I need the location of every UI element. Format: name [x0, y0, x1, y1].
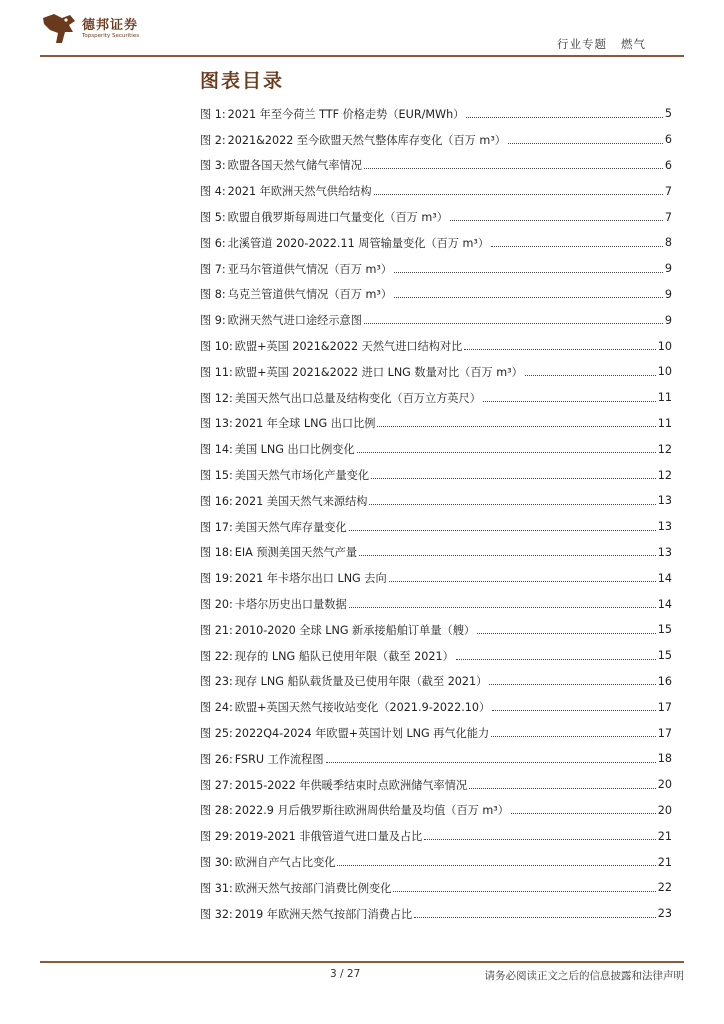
toc-entry[interactable] [200, 178, 672, 204]
toc-leader-dots [349, 519, 656, 531]
toc-leader-dots [464, 338, 655, 350]
toc-page-number: 22 [657, 881, 672, 895]
toc-leader-dots [369, 493, 655, 505]
toc-page-number: 6 [664, 133, 672, 147]
toc-leader-dots [469, 777, 656, 789]
toc-entry[interactable] [200, 720, 672, 746]
toc-figure-title: 2015-2022 年供暖季结束时点欧洲储气率情况 [234, 778, 468, 792]
toc-leader-dots [492, 699, 656, 711]
toc-entry[interactable] [200, 565, 672, 591]
sector-label: 燃气 [621, 37, 646, 51]
toc-leader-dots [456, 648, 656, 660]
toc-leader-dots [414, 906, 656, 918]
toc-figure-number: 图 23: [200, 675, 233, 689]
toc-figure-title: 2021 年全球 LNG 出口比例 [234, 417, 376, 431]
toc-figure-number: 图 20: [200, 598, 233, 612]
toc-figure-number: 图 22: [200, 649, 233, 663]
toc-entry[interactable] [200, 540, 672, 566]
toc-entry[interactable] [200, 875, 672, 901]
toc-leader-dots [349, 596, 656, 608]
toc-figure-title: 欧盟+英国 2021&2022 天然气进口结构对比 [234, 340, 463, 354]
footer-divider [40, 961, 684, 963]
toc-page-number: 7 [664, 210, 672, 224]
toc-page-number: 9 [664, 262, 672, 276]
toc-figure-title: 卡塔尔历史出口量数据 [234, 598, 347, 612]
toc-figure-number: 图 31: [200, 881, 233, 895]
toc-figure-title: 现存的 LNG 船队已使用年限（截至 2021） [234, 649, 454, 663]
toc-entry[interactable] [200, 230, 672, 256]
toc-figure-title: 欧洲自产气占比变化 [234, 856, 336, 869]
toc-figure-number: 图 26: [200, 752, 233, 766]
toc-figure-number: 图 9: [200, 314, 226, 328]
report-category [557, 36, 646, 52]
toc-page-number: 23 [657, 907, 672, 921]
toc-leader-dots [491, 235, 663, 247]
figure-toc-list [200, 101, 672, 927]
toc-figure-number: 图 8: [200, 288, 226, 302]
toc-figure-title: 2022Q4-2024 年欧盟+英国计划 LNG 再气化能力 [234, 727, 490, 741]
toc-page-number: 18 [657, 752, 672, 766]
toc-leader-dots [491, 725, 656, 737]
toc-figure-number: 图 14: [200, 443, 233, 457]
toc-figure-number: 图 11: [200, 365, 233, 379]
toc-leader-dots [364, 312, 663, 324]
toc-page-number: 16 [657, 674, 672, 688]
toc-page-number: 17 [657, 726, 672, 740]
toc-entry[interactable] [200, 849, 672, 875]
toc-figure-number: 图 25: [200, 727, 233, 741]
toc-leader-dots [359, 544, 656, 556]
toc-figure-number: 图 15: [200, 469, 233, 483]
toc-figure-title: 欧洲天然气进口途经示意图 [227, 314, 362, 328]
toc-entry[interactable] [200, 385, 672, 411]
toc-figure-title: 2021&2022 至今欧盟天然气整体库存变化（百万 m³） [227, 133, 506, 147]
toc-entry[interactable] [200, 204, 672, 230]
toc-figure-title: 北溪管道 2020-2022.11 周管输量变化（百万 m³） [227, 236, 490, 250]
toc-leader-dots [394, 286, 663, 298]
toc-leader-dots [357, 441, 656, 453]
toc-title: 图表目录 [200, 70, 285, 92]
toc-entry[interactable] [200, 153, 672, 179]
category-label: 行业专题 [557, 37, 608, 51]
toc-figure-number: 图 17: [200, 520, 233, 534]
toc-entry[interactable] [200, 333, 672, 359]
toc-entry[interactable] [200, 643, 672, 669]
toc-figure-number: 图 4: [200, 185, 226, 199]
toc-entry[interactable] [200, 359, 672, 385]
toc-entry[interactable] [200, 669, 672, 695]
toc-entry[interactable] [200, 488, 672, 514]
toc-leader-dots [377, 415, 655, 427]
toc-figure-number: 图 27: [200, 778, 233, 792]
toc-entry[interactable] [200, 127, 672, 153]
toc-page-number: 20 [657, 778, 672, 792]
toc-figure-number: 图 18: [200, 546, 233, 560]
toc-figure-title: EIA 预测美国天然气产量 [234, 546, 358, 560]
toc-page-number: 9 [664, 313, 672, 327]
toc-leader-dots [389, 570, 656, 582]
toc-figure-number: 图 21: [200, 623, 233, 637]
toc-figure-title: 2010-2020 全球 LNG 新承接船舶订单量（艘） [234, 623, 476, 637]
toc-figure-title: 美国天然气出口总量及结构变化（百万立方英尺） [234, 391, 481, 405]
toc-figure-title: 2022.9 月后俄罗斯往欧洲周供给量及均值（百万 m³） [234, 804, 509, 818]
toc-page-number: 5 [664, 107, 672, 121]
toc-page-number: 11 [657, 416, 672, 430]
toc-entry[interactable] [200, 411, 672, 437]
toc-page-number: 21 [657, 855, 672, 869]
toc-figure-title: 2019 年欧洲天然气按部门消费占比 [234, 907, 413, 921]
toc-leader-dots [371, 467, 656, 479]
toc-figure-title: 乌克兰管道供气情况（百万 m³） [227, 288, 393, 302]
toc-page-number: 10 [657, 339, 672, 353]
toc-figure-title: 欧盟各国天然气储气率情况 [227, 159, 362, 173]
toc-figure-number: 图 5: [200, 211, 226, 225]
toc-entry[interactable] [200, 282, 672, 308]
toc-leader-dots [424, 828, 655, 840]
toc-entry[interactable] [200, 798, 672, 824]
toc-entry[interactable] [200, 462, 672, 488]
header-divider [40, 55, 684, 57]
toc-leader-dots [450, 209, 663, 221]
toc-page-number: 12 [657, 442, 672, 456]
toc-figure-number: 图 10: [200, 340, 233, 354]
toc-figure-number: 图 12: [200, 391, 233, 405]
toc-leader-dots [326, 751, 656, 763]
toc-leader-dots [466, 106, 663, 118]
toc-page-number: 13 [657, 545, 672, 559]
toc-figure-number: 图 3: [200, 159, 226, 173]
toc-entry[interactable] [200, 617, 672, 643]
toc-leader-dots [508, 132, 663, 144]
toc-leader-dots [364, 157, 663, 169]
toc-figure-number: 图 1: [200, 107, 226, 121]
toc-page-number: 9 [664, 287, 672, 301]
toc-figure-title: 2021 年至今荷兰 TTF 价格走势（EUR/MWh） [227, 107, 465, 121]
toc-figure-title: FSRU 工作流程图 [234, 752, 324, 766]
disclaimer-text: 请务必阅读正文之后的信息披露和法律声明 [484, 970, 684, 982]
page-number: 3 / 27 [330, 968, 361, 980]
toc-entry[interactable] [200, 746, 672, 772]
toc-figure-number: 图 13: [200, 417, 233, 431]
toc-entry[interactable] [200, 101, 672, 127]
toc-entry[interactable] [200, 772, 672, 798]
toc-figure-title: 欧盟自俄罗斯每周进口气量变化（百万 m³） [227, 211, 448, 225]
toc-page-number: 7 [664, 184, 672, 198]
toc-figure-title: 2019-2021 非俄管道气进口量及占比 [234, 830, 423, 844]
toc-leader-dots [525, 364, 656, 376]
toc-page-number: 14 [657, 597, 672, 611]
toc-figure-number: 图 6: [200, 236, 226, 250]
toc-leader-dots [511, 802, 656, 814]
toc-figure-number: 图 16: [200, 494, 233, 508]
toc-figure-number: 图 28: [200, 804, 233, 818]
toc-page-number: 13 [657, 520, 672, 534]
toc-page-number: 13 [657, 494, 672, 508]
brand-name: 德邦证券 [82, 18, 139, 33]
toc-figure-number: 图 30: [200, 856, 233, 869]
toc-leader-dots [337, 854, 655, 866]
toc-page-number: 6 [664, 158, 672, 172]
toc-figure-title: 美国 LNG 出口比例变化 [234, 443, 355, 457]
toc-entry[interactable] [200, 591, 672, 617]
brand-english-name: Topsperity Securities [82, 33, 140, 39]
toc-figure-number: 图 19: [200, 572, 233, 586]
toc-page-number: 15 [657, 649, 672, 663]
toc-leader-dots [489, 673, 655, 685]
toc-figure-title: 2021 年欧洲天然气供给结构 [227, 185, 372, 199]
toc-figure-title: 2021 美国天然气来源结构 [234, 494, 368, 508]
toc-entry[interactable] [200, 514, 672, 540]
toc-figure-number: 图 7: [200, 262, 226, 276]
toc-page-number: 11 [657, 391, 672, 405]
toc-page-number: 12 [657, 468, 672, 482]
toc-leader-dots [393, 880, 655, 892]
toc-figure-number: 图 29: [200, 830, 233, 844]
toc-page-number: 14 [657, 571, 672, 585]
toc-page-number: 10 [657, 365, 672, 379]
toc-entry[interactable] [200, 901, 672, 927]
toc-page-number: 20 [657, 803, 672, 817]
toc-figure-title: 美国天然气市场化产量变化 [234, 469, 370, 483]
toc-leader-dots [394, 261, 663, 273]
toc-figure-title: 欧盟+英国 2021&2022 进口 LNG 数量对比（百万 m³） [234, 365, 523, 379]
toc-figure-number: 图 32: [200, 907, 233, 921]
toc-page-number: 15 [657, 623, 672, 637]
toc-page-number: 21 [657, 829, 672, 843]
toc-figure-title: 亚马尔管道供气情况（百万 m³） [227, 262, 393, 276]
toc-entry[interactable] [200, 256, 672, 282]
toc-leader-dots [483, 390, 656, 402]
toc-figure-title: 欧盟+英国天然气接收站变化（2021.9-2022.10） [234, 701, 491, 715]
toc-leader-dots [477, 622, 656, 634]
toc-entry[interactable] [200, 694, 672, 720]
toc-leader-dots [374, 183, 663, 195]
toc-figure-number: 图 2: [200, 133, 226, 147]
toc-figure-title: 现存 LNG 船队载货量及已使用年限（截至 2021） [234, 675, 488, 689]
toc-figure-title: 欧洲天然气按部门消费比例变化 [234, 881, 392, 895]
toc-figure-title: 美国天然气库存量变化 [234, 520, 347, 534]
company-logo-icon [40, 12, 78, 46]
toc-entry[interactable] [200, 436, 672, 462]
toc-entry[interactable] [200, 823, 672, 849]
toc-figure-title: 2021 年卡塔尔出口 LNG 去向 [234, 572, 387, 586]
page-header [0, 0, 724, 58]
toc-page-number: 17 [657, 700, 672, 714]
toc-entry[interactable] [200, 307, 672, 333]
toc-figure-number: 图 24: [200, 701, 233, 715]
toc-page-number: 8 [664, 236, 672, 250]
